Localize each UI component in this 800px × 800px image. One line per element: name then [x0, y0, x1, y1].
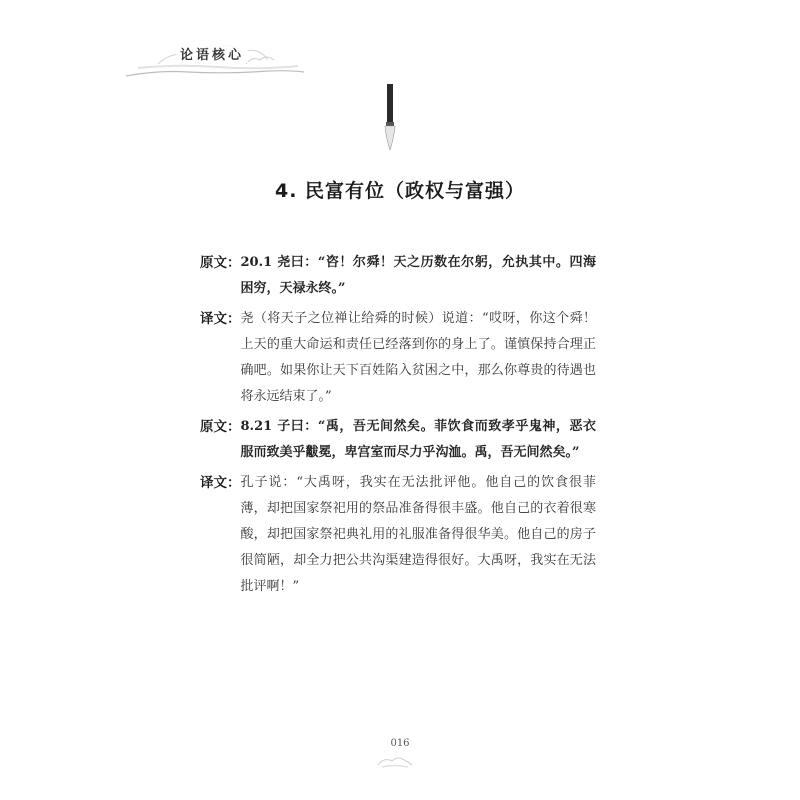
page-number: 016	[390, 738, 410, 749]
passage-text: 8.21 子曰：“禹，吾无间然矣。菲饮食而致孝乎鬼神，恶衣服而致美乎黻冕，卑宫室而尽力乎沟洫。禹，吾无间然矣。”	[240, 419, 596, 460]
passage-original-2	[200, 414, 596, 466]
passage-label: 原文：	[200, 419, 241, 435]
passage-label: 原文：	[200, 255, 241, 271]
passage-label: 译文：	[200, 311, 241, 327]
chapter-title: 4. 民富有位（政权与富强）	[274, 180, 526, 202]
passage-label: 译文：	[200, 475, 241, 491]
passage-translation-2	[200, 470, 596, 600]
header-title: 论语核心	[176, 44, 248, 63]
passage-original-1	[200, 250, 596, 302]
passage-text: 20.1 尧曰：“咨！尔舜！天之历数在尔躬，允执其中。四海困穷，天禄永终。”	[240, 255, 596, 296]
passage-translation-1	[200, 306, 596, 410]
brush-icon	[372, 84, 408, 150]
passage-text: 孔子说：“大禹呀，我实在无法批评他。他自己的饮食很菲薄，却把国家祭祀用的祭品准备得很丰盛。他自己的衣着很寒酸，却把国家祭祀典礼用的礼服准备得很华美。他自己的房子很简陋，却全力把公共沟渠建造得很好。大禹呀，我实在无法批评啊！”	[240, 475, 596, 594]
passage-text: 尧（将天子之位禅让给舜的时候）说道：“哎呀，你这个舜！上天的重大命运和责任已经落到你的身上了。谨慎保持合理正确吧。如果你让天下百姓陷入贫困之中，那么你尊贵的待遇也将永远结束了。”	[240, 311, 596, 404]
passage-list	[200, 250, 596, 604]
footer-cloud-decoration	[374, 753, 414, 769]
